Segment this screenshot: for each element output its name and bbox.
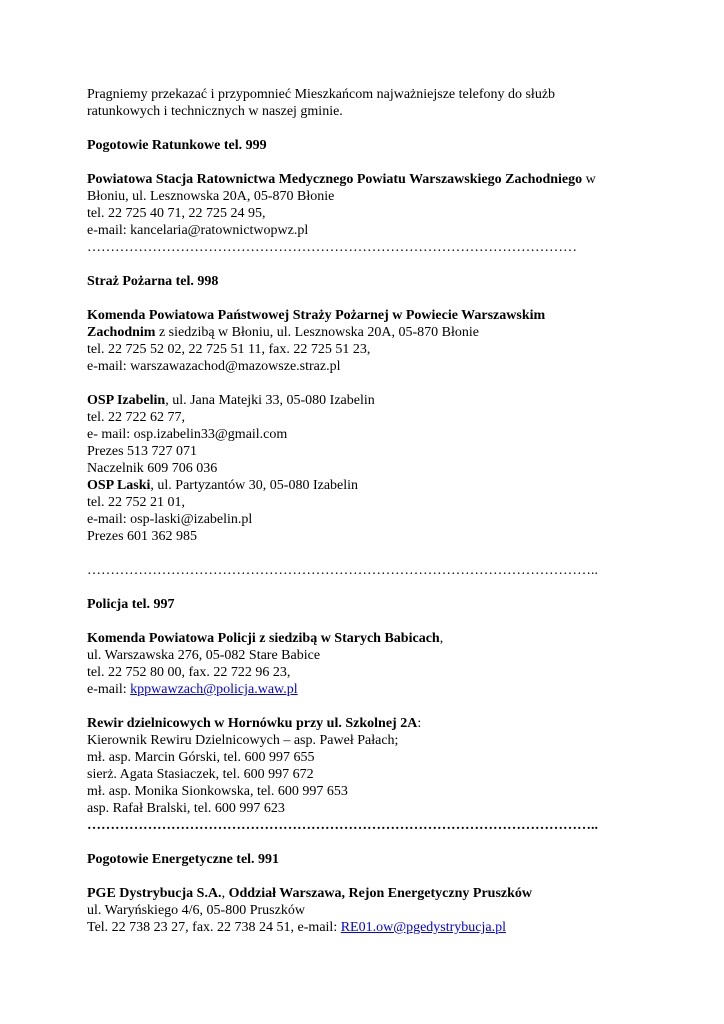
rewir-heading: Rewir dzielnicowych w Hornówku przy ul. Szkolnej 2A: [87,716,422,731]
energy-contact: Tel. 22 738 23 27, fax. 22 738 24 51, e-mail: RE01.ow@pgedystrybucja.pl [87,920,507,935]
osp-laski-prezes: Prezes 601 362 985 [87,529,198,544]
ambulance-email: e-mail: kancelaria@ratownictwopwz.pl [87,223,309,238]
intro-line-1: Pragniemy przekazać i przypomnieć Mieszkańcom najważniejsze telefony do służb [87,87,556,102]
fire-heading: Straż Pożarna tel. 998 [87,274,219,289]
rewir-staff-2: sierż. Agata Stasiaczek, tel. 600 997 672 [87,767,314,782]
police-phone: tel. 22 752 80 00, fax. 22 722 96 23, [87,665,291,680]
separator: ……………………………………………………………………………………………….. [87,563,598,578]
separator: ……………………………………………………………………………………………….. [87,818,598,833]
osp-izabelin-prezes: Prezes 513 727 071 [87,444,198,459]
rewir-staff-3: mł. asp. Monika Sionkowska, tel. 600 997 653 [87,784,348,799]
osp-laski-name: OSP Laski, ul. Partyzantów 30, 05-080 Izabelin [87,478,359,493]
osp-laski-phone: tel. 22 752 21 01, [87,495,185,510]
document-content [87,86,647,936]
rewir-staff-4: asp. Rafał Bralski, tel. 600 997 623 [87,801,285,816]
rewir-staff-1: mł. asp. Marcin Górski, tel. 600 997 655 [87,750,315,765]
ambulance-heading: Pogotowie Ratunkowe tel. 999 [87,138,267,153]
separator: …………………………………………………………………………………………… [87,240,577,255]
osp-izabelin-phone: tel. 22 722 62 77, [87,410,185,425]
energy-address: ul. Waryńskiego 4/6, 05-800 Pruszków [87,903,305,918]
fire-email: e-mail: warszawazachod@mazowsze.straz.pl [87,359,341,374]
police-heading: Policja tel. 997 [87,597,175,612]
osp-izabelin-name: OSP Izabelin, ul. Jana Matejki 33, 05-080 Izabelin [87,393,375,408]
intro-line-2: ratunkowych i technicznych w naszej gminie. [87,104,343,119]
energy-heading: Pogotowie Energetyczne tel. 991 [87,852,280,867]
police-org: Komenda Powiatowa Policji z siedzibą w Starych Babicach, [87,631,444,646]
ambulance-org: Powiatowa Stacja Ratownictwa Medycznego Powiatu Warszawskiego Zachodniego w [87,172,596,187]
police-email: e-mail: kppwawzach@policja.waw.pl [87,682,298,697]
energy-org: PGE Dystrybucja S.A., Oddział Warszawa, Rejon Energetyczny Pruszków [87,886,533,901]
fire-org-line-2: Zachodnim z siedzibą w Błoniu, ul. Lesznowska 20A, 05-870 Błonie [87,325,479,340]
fire-phone: tel. 22 725 52 02, 22 725 51 11, fax. 22 725 51 23, [87,342,371,357]
fire-org-line-1: Komenda Powiatowa Państwowej Straży Pożarnej w Powiecie Warszawskim [87,308,546,323]
osp-laski-email: e-mail: osp-laski@izabelin.pl [87,512,253,527]
osp-izabelin-email: e- mail: osp.izabelin33@gmail.com [87,427,288,442]
energy-email-link[interactable]: RE01.ow@pgedystrybucja.pl [340,920,507,935]
police-address: ul. Warszawska 276, 05-082 Stare Babice [87,648,321,663]
ambulance-phone: tel. 22 725 40 71, 22 725 24 95, [87,206,266,221]
ambulance-address: Błoniu, ul. Lesznowska 20A, 05-870 Błonie [87,189,335,204]
police-email-link[interactable]: kppwawzach@policja.waw.pl [130,682,298,697]
osp-izabelin-naczelnik: Naczelnik 609 706 036 [87,461,218,476]
rewir-staff-0: Kierownik Rewiru Dzielnicowych – asp. Paweł Pałach; [87,733,399,748]
ambulance-org-name: Powiatowa Stacja Ratownictwa Medycznego Powiatu Warszawskiego Zachodniego [87,172,583,187]
